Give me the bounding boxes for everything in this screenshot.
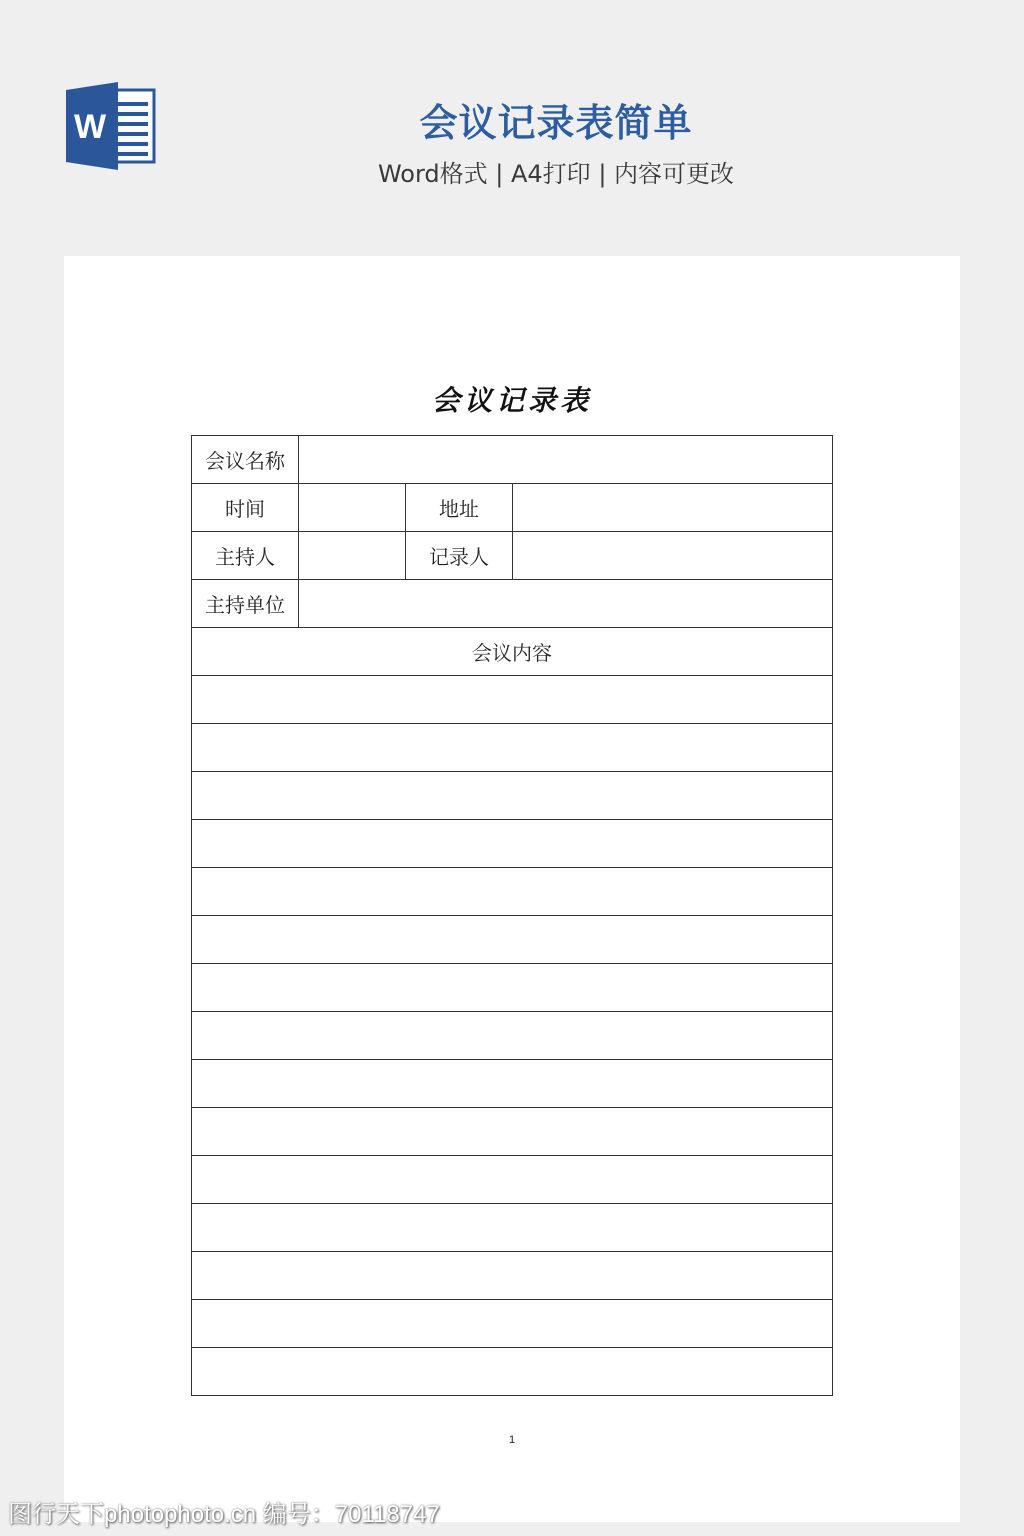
row-host-unit — [192, 580, 833, 628]
content-row — [192, 1300, 833, 1348]
content-row — [192, 1252, 833, 1300]
content-row — [192, 1348, 833, 1396]
content-row-cell[interactable] — [192, 1204, 833, 1252]
content-row-cell[interactable] — [192, 1300, 833, 1348]
document-title: 会议记录表 — [431, 384, 592, 417]
content-row-cell[interactable] — [192, 964, 833, 1012]
content-row — [192, 676, 833, 724]
page-subtitle: Word格式 | A4打印 | 内容可更改 — [377, 160, 735, 188]
logo-letter: W — [73, 108, 107, 146]
content-row-cell[interactable] — [192, 1108, 833, 1156]
content-row — [192, 964, 833, 1012]
row-host-recorder — [192, 532, 833, 580]
content-row — [192, 820, 833, 868]
content-row-cell[interactable] — [192, 1012, 833, 1060]
recorder-field[interactable] — [513, 532, 833, 580]
content-row — [192, 1108, 833, 1156]
content-row-cell[interactable] — [192, 916, 833, 964]
content-row-cell[interactable] — [192, 1252, 833, 1300]
content-row — [192, 868, 833, 916]
content-row — [192, 1012, 833, 1060]
content-row-cell[interactable] — [192, 1060, 833, 1108]
page-number: 1 — [508, 1434, 516, 1446]
host-field[interactable] — [299, 532, 406, 580]
meeting-name-field[interactable] — [299, 436, 833, 484]
host-label: 主持人 — [192, 532, 299, 580]
page-title: 会议记录表简单 — [419, 101, 693, 145]
content-row — [192, 724, 833, 772]
address-field[interactable] — [513, 484, 833, 532]
meeting-record-table — [191, 435, 833, 1396]
recorder-label: 记录人 — [406, 532, 513, 580]
content-row-cell[interactable] — [192, 820, 833, 868]
host-unit-label: 主持单位 — [192, 580, 299, 628]
content-row-cell[interactable] — [192, 772, 833, 820]
content-row — [192, 1156, 833, 1204]
host-unit-field[interactable] — [299, 580, 833, 628]
word-icon — [64, 80, 156, 172]
content-row — [192, 1204, 833, 1252]
document-page — [64, 256, 960, 1522]
time-label: 时间 — [192, 484, 299, 532]
content-row-cell[interactable] — [192, 676, 833, 724]
content-row — [192, 772, 833, 820]
content-row-cell[interactable] — [192, 724, 833, 772]
row-time-address — [192, 484, 833, 532]
watermark: 图行天下photophoto.cn 编号：70118747 — [8, 1501, 440, 1528]
row-meeting-name — [192, 436, 833, 484]
content-header: 会议内容 — [192, 628, 833, 676]
meeting-name-label: 会议名称 — [192, 436, 299, 484]
content-row-cell[interactable] — [192, 1348, 833, 1396]
content-row — [192, 1060, 833, 1108]
address-label: 地址 — [406, 484, 513, 532]
content-row-cell[interactable] — [192, 868, 833, 916]
row-content-header — [192, 628, 833, 676]
content-row — [192, 916, 833, 964]
time-field[interactable] — [299, 484, 406, 532]
content-row-cell[interactable] — [192, 1156, 833, 1204]
